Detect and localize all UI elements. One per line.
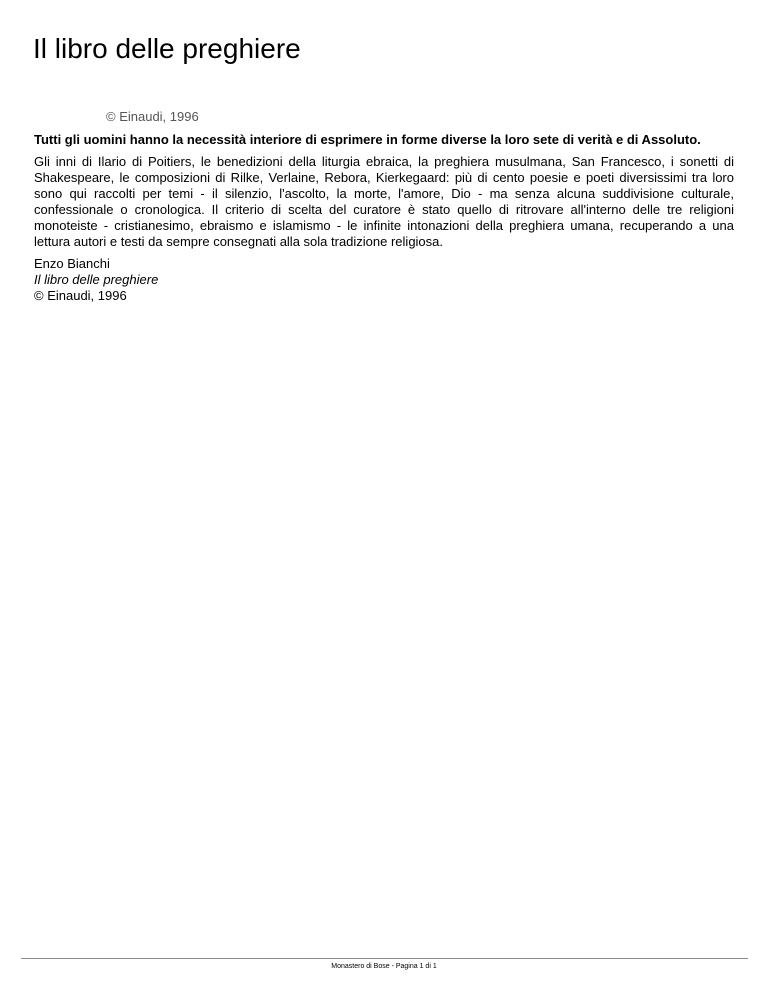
copyright-header: © Einaudi, 1996 — [106, 109, 199, 124]
body-paragraph: Gli inni di Ilario di Poitiers, le benedizioni della liturgia ebraica, la preghiera musulmana, San Francesco, i sonetti di Shakespeare, le composizioni di Rilke, Verlaine, Rebora, Kierkegaard: più di cento poesie e poeti diversissimi tra loro sono qui raccolti per temi - il silenzio, l'ascolto, la morte, l'amore, Dio - ma senza alcuna suddivisione culturale, confessionale o cronologica. Il criterio di scelta del curatore è stato quello di ritrovare all'interno delle tre religioni monoteiste - cristianesimo, ebraismo e islamismo - le infinite intonazioni della preghiera umana, recuperando a una lettura autori e testi da sempre consegnati alla sola tradizione religiosa. — [34, 154, 734, 249]
document-content — [34, 132, 734, 304]
page-title: Il libro delle preghiere — [33, 33, 301, 64]
page-footer: Monastero di Bose - Pagina 1 di 1 — [331, 963, 437, 970]
author-name: Enzo Bianchi — [34, 256, 110, 271]
copyright-footer: © Einaudi, 1996 — [34, 288, 127, 303]
book-title: Il libro delle preghiere — [34, 272, 159, 287]
footer-divider — [21, 958, 748, 959]
credits-block — [34, 256, 734, 304]
lead-paragraph: Tutti gli uomini hanno la necessità interiore di esprimere in forme diverse la loro sete di verità e di Assoluto. — [34, 132, 701, 147]
